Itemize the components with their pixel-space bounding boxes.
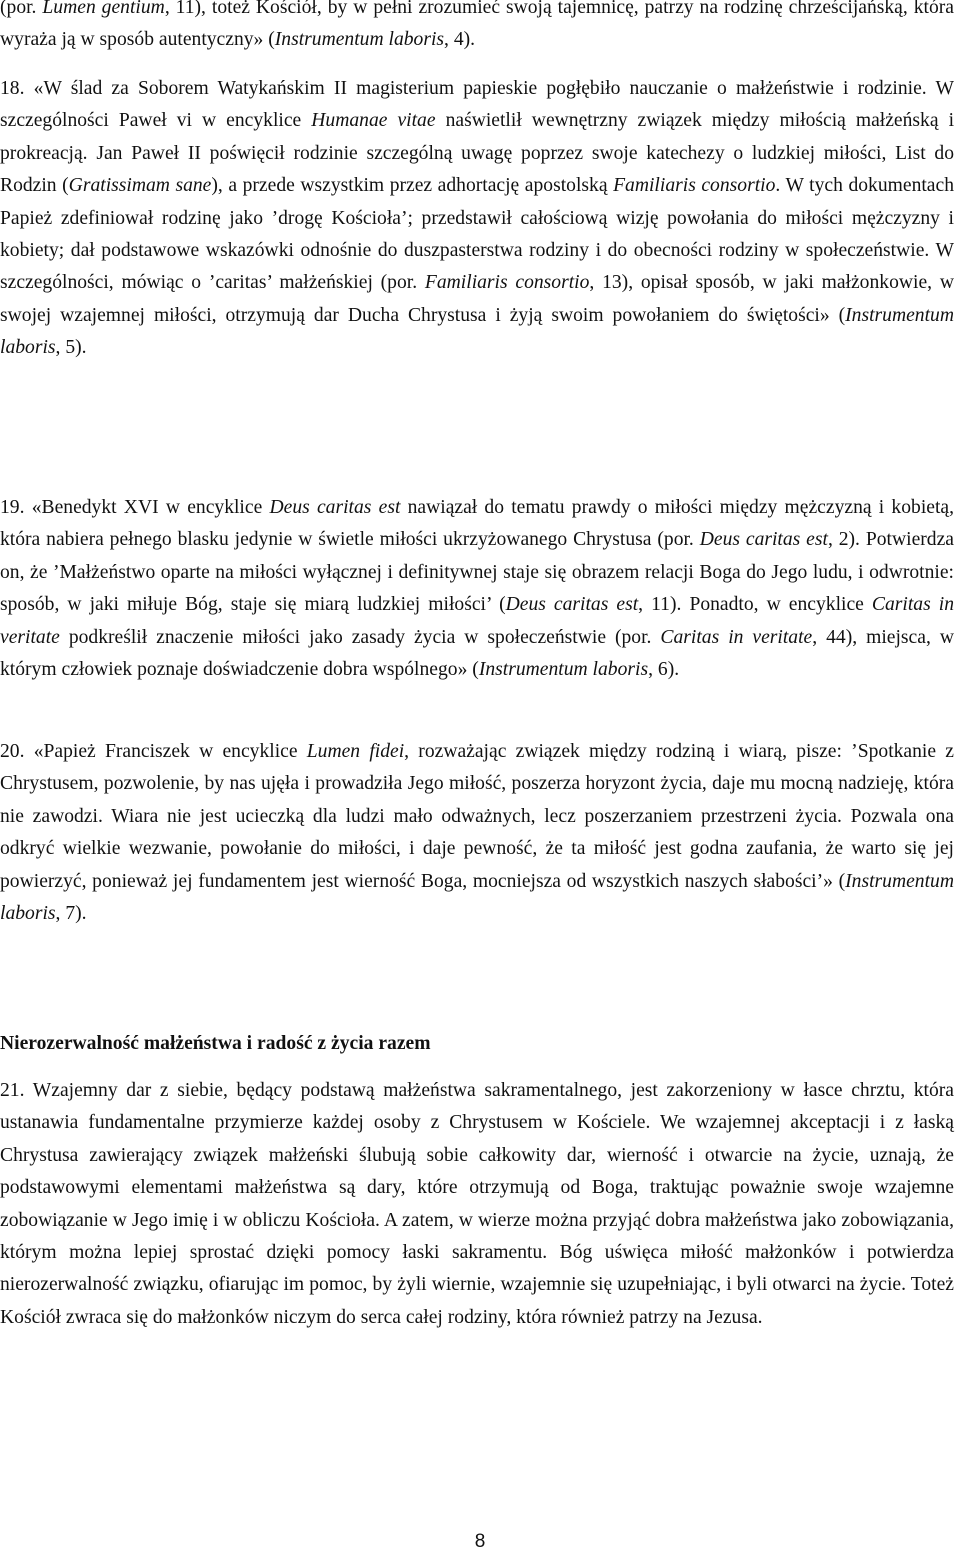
- text-run: . W tych dokumentach Papież zdefiniował rodzinę jako ’drogę Kościoła’; przedstawił całościową wizję powołania do miłości mężczyzny i kobiety; dał podstawowe wskazówki odnośnie do duszpasterstwa rodziny i do obecności rodziny w społeczeństwie. W szczególności, mówiąc o ’caritas’ małżeńskiej (por.: [0, 175, 954, 294]
- text-run: 19. «Benedykt XVI w encyklice: [0, 497, 270, 518]
- text-run: , 11), toteż Kościół, by w pełni zrozumieć swoją tajemnicę, patrzy na rodzinę chrześcijańską, która wyraża ją w sposób autentyczny» (: [0, 0, 954, 51]
- italic-citation: Caritas in veritate: [660, 626, 813, 648]
- text-run: , rozważając związek między rodziną i wiarą, pisze: ’Spotkanie z Chrystusem, pozwolenie, by nas ujęła i prowadziła Jego miłość, poszerza horyzont życia, daje mu mocną nadzieję, która nie zawodzi. Wiara nie jest ucieczką dla ludzi mało odważnych, lecz poszerzaniem przestrzeni życia. Pozwala ona odkryć wielkie wezwanie, powołanie do miłości, i daje pewność, że ta miłość jest godna zaufania, że warto się jej powierzyć, ponieważ jej fundamentem jest wierność Boga, mocniejsza od wszystkich naszych słabości’» (: [0, 741, 954, 892]
- paragraph-20: [0, 736, 954, 930]
- text-run: , 13), opisał sposób, w jaki małżonkowie, w swojej wzajemnej miłości, otrzymują dar Ducha Chrystusa i żyją swoim powołaniem do świętości» (: [0, 272, 954, 326]
- italic-citation: Deus caritas est: [699, 529, 828, 551]
- italic-citation: Gratissimam sane: [68, 175, 212, 197]
- italic-citation: Lumen gentium: [42, 0, 165, 18]
- italic-citation: Instrumentum laboris: [0, 870, 954, 925]
- text-run: , 2). Potwierdza on, że ’Małżeństwo oparte na miłości wyłącznej i definitywnej staje się obrazem relacji Boga do Jego ludu, i odwrotnie: sposób, w jaki miłuje Bóg, staje się miarą ludzkiej miłości’ (: [0, 529, 954, 616]
- italic-citation: Deus caritas est: [269, 497, 401, 518]
- paragraph-18: [0, 73, 954, 365]
- italic-citation: Lumen fidei: [306, 741, 405, 762]
- text-run: , 11). Ponadto, w encyklice: [638, 594, 872, 616]
- page-number: 8: [474, 1531, 486, 1552]
- text-run: , 7).: [55, 903, 87, 925]
- italic-citation: Humanae vitae: [311, 110, 436, 132]
- italic-citation: Instrumentum laboris: [0, 304, 954, 359]
- section-heading: Nierozerwalność małżeństwa i radość z życia razem: [0, 1033, 431, 1054]
- italic-citation: Instrumentum laboris: [274, 29, 445, 51]
- italic-citation: Deus caritas est: [505, 594, 639, 616]
- text-run: naświetlił wewnętrzny związek między miłością małżeńską i prokreacją. Jan Paweł II poświęcił rodzinie szczególną uwagę poprzez swoje katechezy o ludzkiej miłości, List do Rodzin (: [0, 110, 955, 197]
- text-run: (por.: [0, 0, 43, 18]
- italic-citation: Instrumentum laboris: [478, 659, 649, 681]
- italic-citation: Familiaris consortio: [613, 175, 776, 197]
- text-run: 20. «Papież Franciszek w encyklice: [0, 741, 307, 762]
- text-run: , 5).: [55, 337, 87, 359]
- text-run: , 4).: [444, 29, 476, 51]
- italic-citation: Familiaris consortio: [424, 272, 590, 294]
- text-run: podkreślił znaczenie miłości jako zasady życia w społeczeństwie (por.: [59, 626, 661, 648]
- paragraph-21: 21. Wzajemny dar z siebie, będący podstawą małżeństwa sakramentalnego, jest zakorzeniony w łasce chrztu, która ustanawia fundamentalne przymierze każdej osoby z Chrystusem w Kościele. We wzajemnej akceptacji i z łaską Chrystusa zawierający związek małżeński ślubują sobie całkowity dar, wierność i otwarcie na życie, uznają, że podstawowymi elementami małżeństwa są dary, które otrzymują od Boga, traktując poważnie swoje wzajemne zobowiązanie w Jego imię i w obliczu Kościoła. A zatem, w wierze można przyjąć dobra małżeństwa jako zobowiązania, którym można lepiej sprostać dzięki pomocy łaski sakramentu. Bóg uświęca miłość małżonków i potwierdza nierozerwalność związku, ofiarując im pomoc, by żyli wiernie, wzajemnie się uzupełniając, i byli otwarci na życie. Toteż Kościół zwraca się do małżonków niczym do serca całej rodziny, która również patrzy na Jezusa.: [0, 1080, 954, 1328]
- text-run: nawiązał do tematu prawdy o miłości między mężczyzną i kobietą, która nabiera pełnego blasku jedynie w świetle miłości ukrzyżowanego Chrystusa (por.: [0, 497, 955, 551]
- text-run: , 6).: [648, 659, 680, 681]
- paragraph-17-continuation: [0, 0, 954, 57]
- italic-citation: Caritas in veritate: [0, 594, 955, 648]
- text-run: , 44), miejsca, w którym człowiek poznaje doświadczenie dobra wspólnego» (: [0, 626, 954, 681]
- text-run: 18. «W ślad za Soborem Watykańskim II magisterium papieskie pogłębiło nauczanie o małżeństwie i rodzinie. W szczególności Paweł vi w encyklice: [0, 78, 954, 132]
- text-run: ), a przede wszystkim przez adhortację apostolską: [211, 175, 614, 197]
- paragraph-19: [0, 492, 954, 686]
